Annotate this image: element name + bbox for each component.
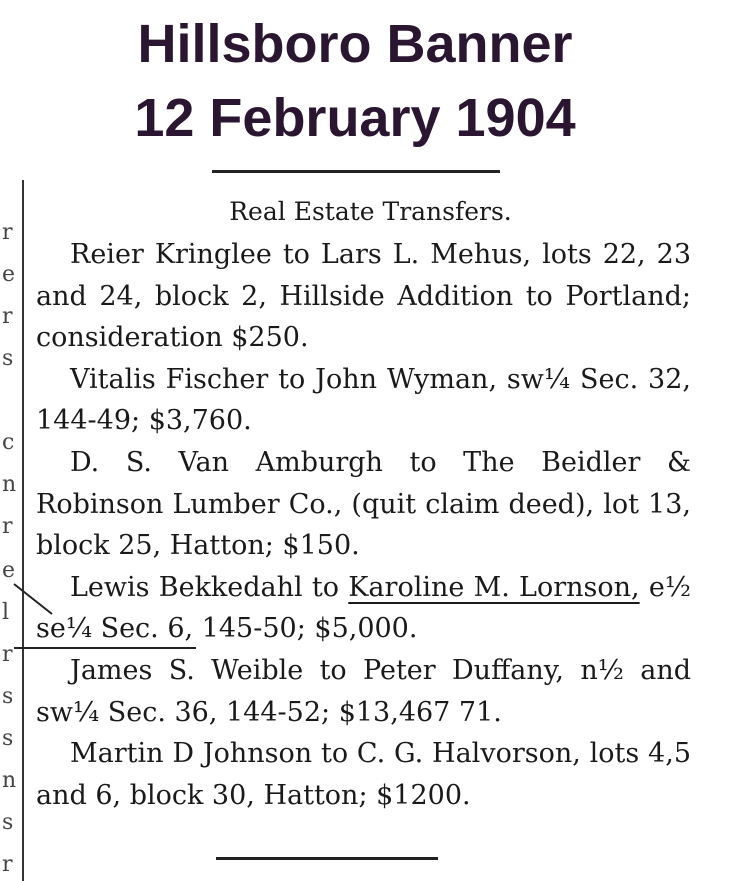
transfer-entry: James S. Weible to Peter Duffany, n½ and sw¼ Sec. 36, 144-52; $13,467 71.	[36, 654, 691, 728]
gutter-letter: r	[2, 514, 13, 539]
transfer-entry: Reier Kringlee to Lars L. Mehus, lots 22, 23 and 24, block 2, Hillside Addition to Portland; consideration $250.	[36, 239, 691, 354]
gutter-letter: r	[2, 220, 13, 245]
bottom-divider	[216, 857, 438, 860]
article-title: Real Estate Transfers.	[229, 197, 512, 226]
gutter-letter: r	[2, 852, 13, 877]
gutter-letter: n	[2, 768, 17, 793]
gutter-letter: r	[2, 642, 13, 667]
entry-text: Lewis Bekkedahl to	[70, 571, 349, 603]
top-divider	[212, 170, 500, 173]
transfer-entry: Vitalis Fischer to John Wyman, sw¼ Sec. 32, 144-49; $3,760.	[36, 363, 691, 437]
gutter-letter: e	[2, 558, 16, 583]
gutter-letter: s	[2, 810, 14, 835]
highlighted-name: Karoline M. Lornson,	[348, 571, 640, 603]
gutter-letter: n	[2, 472, 17, 497]
gutter-letter: e	[2, 262, 16, 287]
gutter-letter: s	[2, 346, 14, 371]
paper-name: Hillsboro Banner	[137, 14, 573, 74]
transfer-entry: Martin D Johnson to C. G. Halvorson, lots 4,5 and 6, block 30, Hatton; $1200.	[36, 738, 691, 811]
transfer-entry: D. S. Van Amburgh to The Beidler & Robinson Lumber Co., (quit claim deed), lot 13, block 25, Hatton; $150.	[36, 446, 691, 562]
gutter-letter: r	[2, 304, 13, 329]
adjacent-column-fragments	[0, 180, 16, 881]
gutter-letter: s	[2, 726, 14, 751]
annotation-pointer-mark	[0, 570, 200, 660]
real-estate-transfers-article	[36, 190, 691, 816]
gutter-letter: s	[2, 684, 14, 709]
gutter-letter: c	[2, 430, 15, 455]
column-rule	[22, 180, 24, 881]
gutter-letter: l	[2, 600, 10, 625]
entry-text: e½ se¼ Sec. 6, 145-50; $5,000.	[36, 571, 691, 645]
issue-date: 12 February 1904	[134, 88, 576, 148]
